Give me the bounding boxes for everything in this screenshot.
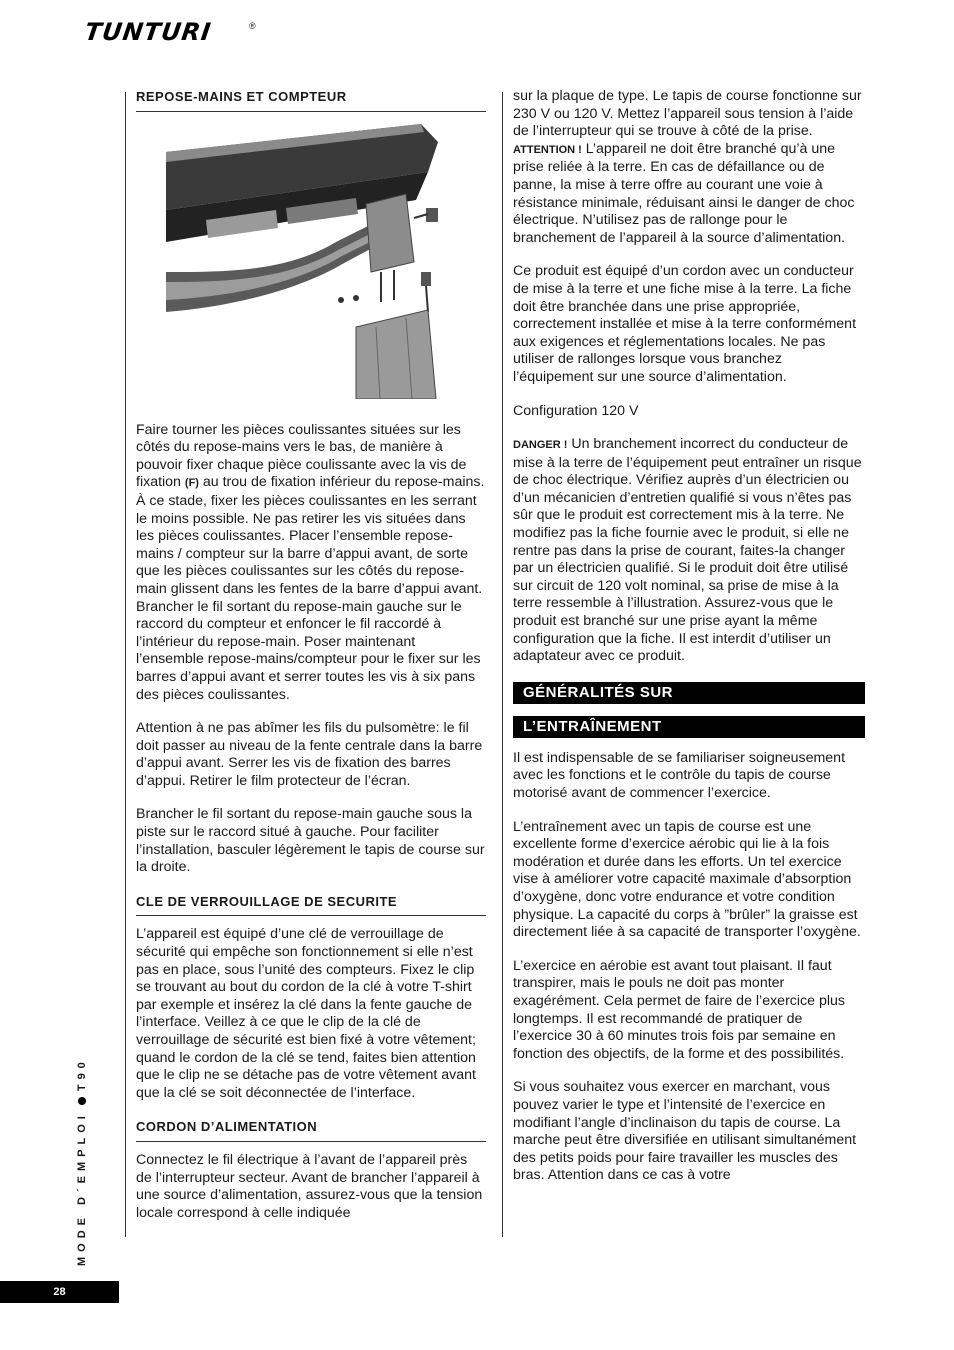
manual-label: MODE D´EMPLOI — [76, 1111, 88, 1266]
paragraph-pulse-wires: Attention à ne pas abîmer les fils du pulsomètre: le fil doit passer au niveau de la fente centrale dans la barre d’appui avant. Serrer les vis de fixation des barres d’appui. Retirer le film protecteur de l’écran. — [136, 720, 483, 789]
handrail-console-illustration — [166, 122, 456, 399]
paragraph-pleasant: L’exercice en aérobie est avant tout plaisant. Il faut transpirer, mais le pouls ne doit pas monter exagérément. Cela permet de faire de l’exercice plus longtemps. Il est recommandé de pratiquer de l’exercice 30 à 60 minutes trois fois par semaine en fonction des objectifs, de la forme et des possibilités. — [513, 957, 845, 1062]
section-title-power-cord: CORDON D’ALIMENTATION — [136, 1118, 486, 1142]
paragraph-configuration: Configuration 120 V — [513, 402, 639, 419]
paragraph-text: au trou de fixation inférieur du repose-mains. À ce stade, fixer les pièces coulissantes en les serrant le moins possible. Ne pas retirer les vis situées dans les pièces coulissantes. Placer l’ensemble repose-mains / compteur sur la barre d’appui avant, de sorte que les pièces coulissantes sur les côtés du repose-main glissent dans les fentes de la barre d’appui avant. Brancher le fil sortant du repose-main gauche sur le raccord du compteur et enfoncer le fil raccordé à l’intérieur du repose-main. Poser maintenant l’ensemble repose-mains/compteur pour le fixer sur les barres d’appui avant et serrer toutes les vis à six pans des pièces coulissantes. — [136, 474, 485, 703]
paragraph-danger — [513, 436, 865, 666]
paragraph-text: Un branchement incorrect du conducteur de mise à la terre de l’équipement peut entraîner un risque de choc électrique. Vérifiez auprès d’un électricien ou d’un mécanicien d’entretien qualifié si vous n’êtes pas sûr que le produit est correctement mis à la terre. Ne modifiez pas la fiche fournie avec le produit, si elle ne rentre pas dans la prise de courant, faites-la changer par un électricien qualifié. Si le produit doit être utilisé sur circuit de 120 volt nominal, sa prise de mise à la terre ressemble à l’illustration. Assurez-vous que le produit est branché sur une prise ayant la même configuration que la fiche. Il est interdit d’utiliser un adaptateur avec ce produit. — [513, 436, 862, 665]
paragraph-text: L’appareil ne doit être branché qu’à une prise reliée à la terre. En cas de défaillance ou de panne, la mise à terre offre au courant une voie à résistance minimale, réduisant ainsi le danger de choc électrique. N’utilisez pas de rallonge pour le branchement de l’appareil à la source d’alimentation. — [513, 140, 855, 246]
paragraph-text: Faire tourner les pièces coulissantes situées sur les côtés du repose-mains vers le bas, de manière à pouvoir fixer chaque pièce coulissante avec la vis de fixation — [136, 421, 467, 491]
paragraph-handrails — [136, 422, 486, 705]
side-label — [76, 1057, 88, 1266]
page-number: 28 — [0, 1281, 119, 1303]
section-title-safety-key: CLE DE VERROUILLAGE DE SECURITE — [136, 893, 486, 917]
section-heading-training: L’ENTRAÎNEMENT — [513, 716, 865, 738]
paragraph-safety-key: L’appareil est équipé d’une clé de verrouillage de sécurité qui empêche son fonctionnement si elle n’est pas en place, sous l’unité des compteurs. Fixez le clip se trouvant au bout du cordon de la clé à votre T-shirt par exemple et insérez la clé dans la fente gauche de l’interface. Veillez à ce que le clip de la clé de verrouillage de sécurité est bien fixé à votre vêtement; quand le cordon de la clé se tend, faites bien attention que le clip ne se détache pas de votre vêtement avant que la clé se soit déconnectée de l’interface. — [136, 926, 476, 1101]
brand-logo: TUNTURI — [83, 18, 214, 46]
paragraph-left-wire: Brancher le fil sortant du repose-main gauche sous la piste sur le raccord situé à gauche. Pour faciliter l’installation, basculer légèrement le tapis de course sur la droite. — [136, 806, 485, 876]
paragraph-walking: Si vous souhaitez vous exercer en marchant, vous pouvez varier le type et l’intensité de l’exercice en modifiant l’angle d’inclinaison du tapis de course. La marche peut être diversifiée en utilisant simultanément des petits poids pour faire travailler les muscles des bras. Attention dans ce cas à votre — [513, 1079, 857, 1184]
paragraph-grounding: Ce produit est équipé d’un cordon avec un conducteur de mise à la terre et une fiche mise à la terre. La fiche doit être branchée dans une prise appropriée, correctement installée et mise à la terre conformément aux exigences et réglementations locales. Ne pas utiliser de rallonges lorsque vous branchez l’équipement sur une source d’alimentation. — [513, 263, 857, 385]
paragraph-text: sur la plaque de type. Le tapis de course fonctionne sur 230 V ou 120 V. Mettez l’appareil sous tension à l’aide de l’interrupteur qui se trouve à côté de la prise. — [513, 88, 862, 140]
paragraph-familiarise: Il est indispensable de se familiariser soigneusement avec les fonctions et le contrôle du tapis de course motorisé avant de commencer l’exercice. — [513, 749, 846, 801]
right-column — [513, 88, 865, 1201]
registered-mark: ® — [249, 21, 256, 31]
section-heading-general: GÉNÉRALITÉS SUR — [513, 682, 865, 704]
section-title-handrails: REPOSE-MAINS ET COMPTEUR — [136, 88, 486, 112]
danger-label: DANGER ! — [513, 439, 568, 452]
paragraph-aerobic: L’entraînement avec un tapis de course est une excellente forme d’exercice aérobic qui lie à la fois modération et durée dans les efforts. Un tel exercice vise à améliorer votre capacité maximale d’absorption d’oxygène, donc votre endurance et votre condition physique. La capacité du corps à ”brûler” la graisse est directement liée à sa capacité de transporter l’oxygène. — [513, 818, 861, 941]
left-column-rule — [125, 92, 126, 1237]
center-column-rule — [502, 92, 503, 1237]
model-label: T90 — [76, 1057, 88, 1092]
bullet-dot — [78, 1097, 86, 1105]
paragraph-power-cord: Connectez le fil électrique à l’avant de l’appareil près de l’interrupteur secteur. Avant de brancher l’appareil à une source d’alimentation, assurez-vous que la tension locale correspond à celle indiquée — [136, 1151, 483, 1221]
paragraph-voltage — [513, 88, 865, 247]
attention-label: ATTENTION ! — [513, 143, 582, 156]
figure-ref-f: (F) — [184, 477, 199, 490]
